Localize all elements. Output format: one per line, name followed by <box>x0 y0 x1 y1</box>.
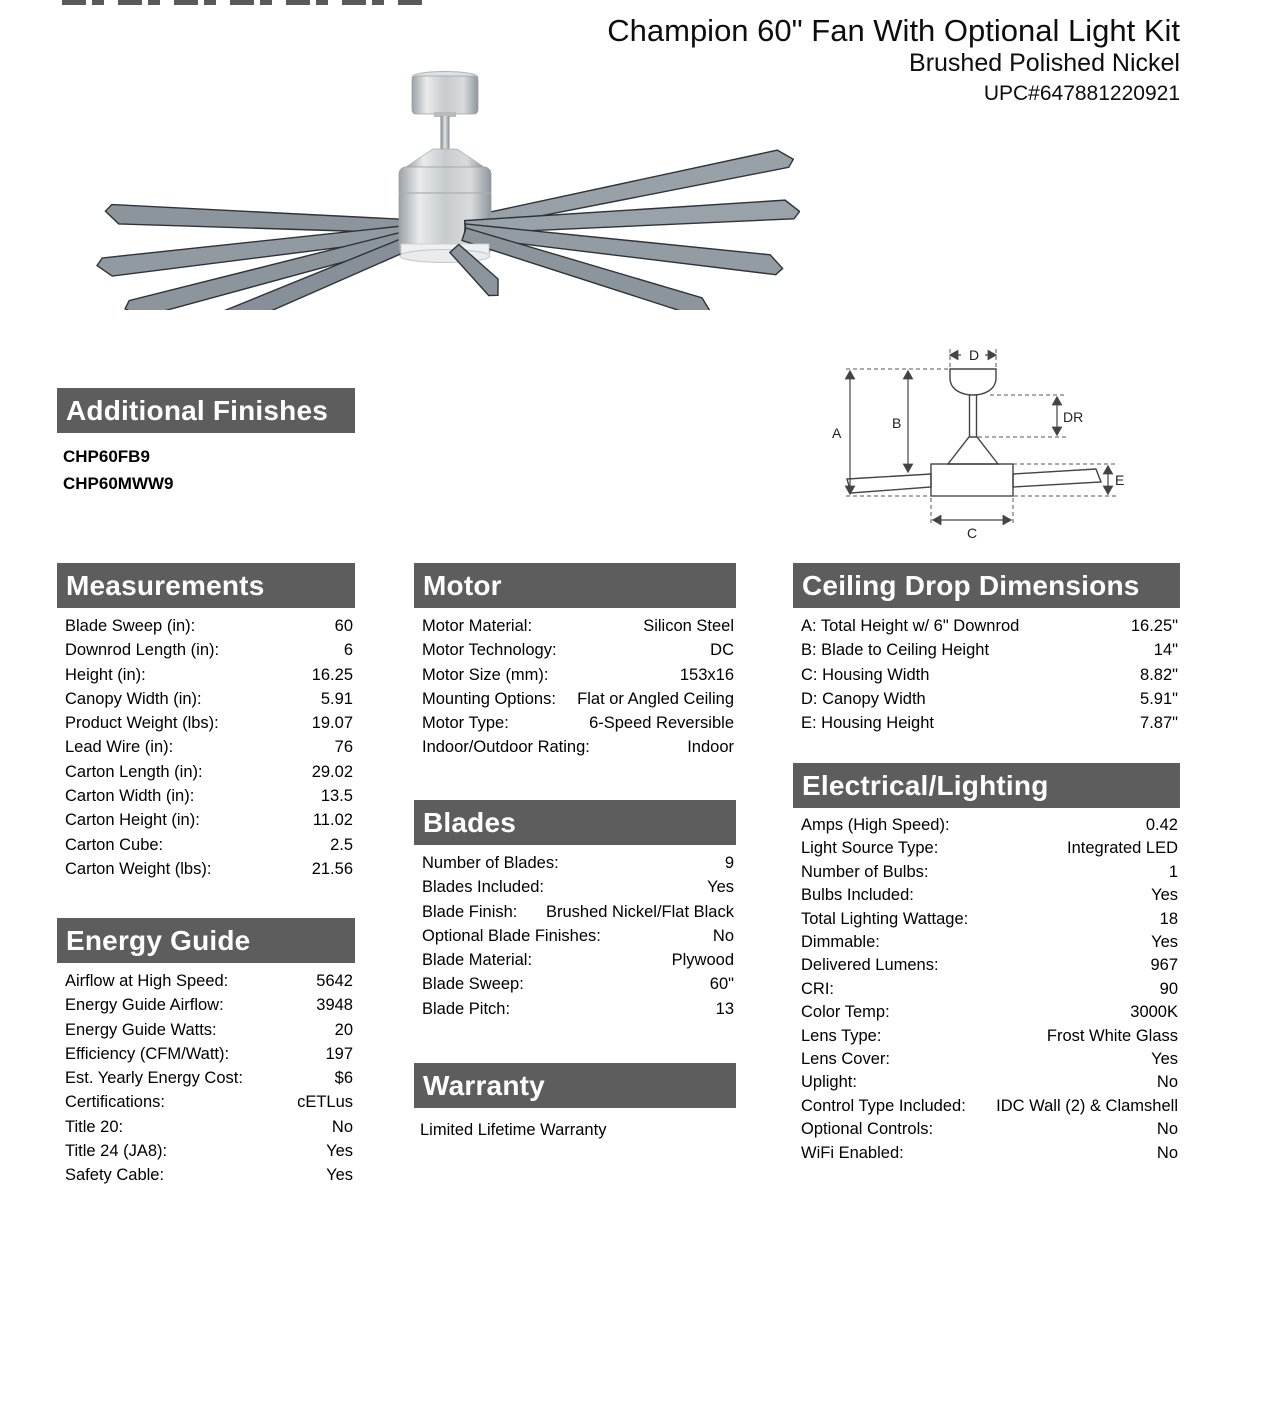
ceiling-drop-section <box>793 563 1180 735</box>
spec-row-label: Color Temp: <box>801 1003 890 1022</box>
spec-row-label: E: Housing Height <box>801 714 934 733</box>
spec-row-label: Lens Cover: <box>801 1050 890 1069</box>
spec-row <box>414 638 736 662</box>
spec-row-label: Dimmable: <box>801 933 880 952</box>
spec-row-label: Certifications: <box>65 1093 165 1112</box>
spec-row <box>57 857 355 881</box>
diagram-cone <box>948 437 998 464</box>
spec-row-label: Light Source Type: <box>801 839 939 858</box>
spec-row-value: Plywood <box>671 951 734 970</box>
spec-row <box>57 969 355 993</box>
spec-row <box>57 1139 355 1163</box>
spec-row-value: DC <box>710 641 734 660</box>
ceiling-drop-rows <box>793 614 1180 735</box>
spec-row-label: Total Lighting Wattage: <box>801 909 969 928</box>
spec-row <box>793 663 1180 687</box>
spec-row-value: Yes <box>326 1166 353 1185</box>
spec-row-value: Flat or Angled Ceiling <box>577 689 734 708</box>
spec-row-value: 13 <box>715 999 734 1018</box>
spec-row-label: Number of Bulbs: <box>801 862 929 881</box>
spec-row <box>57 735 355 759</box>
spec-row-label: Est. Yearly Energy Cost: <box>65 1069 243 1088</box>
spec-row <box>793 931 1180 954</box>
spec-row-label: Mounting Options: <box>422 689 556 708</box>
spec-row <box>57 833 355 857</box>
spec-row-value: No <box>1156 1143 1178 1162</box>
spec-row-value: 5.91" <box>1140 689 1178 708</box>
spec-row <box>414 851 736 875</box>
dimension-diagram <box>820 333 1142 551</box>
spec-row <box>57 614 355 638</box>
section-header-blades: Blades <box>414 800 736 845</box>
product-image <box>40 50 800 310</box>
spec-row-label: Control Type Included: <box>801 1096 966 1115</box>
spec-row <box>414 997 736 1021</box>
spec-row-value: 18 <box>1159 909 1178 928</box>
spec-row-value: Indoor <box>687 738 734 757</box>
spec-row-label: Downrod Length (in): <box>65 641 220 660</box>
spec-row-value: No <box>712 926 734 945</box>
spec-row <box>793 1048 1180 1071</box>
section-header-measurements: Measurements <box>57 563 355 608</box>
spec-row-label: Carton Cube: <box>65 835 164 854</box>
downrod <box>441 116 450 149</box>
spec-row-value: Silicon Steel <box>643 617 734 635</box>
diagram-blade-left <box>847 474 931 493</box>
spec-row-label: Optional Blade Finishes: <box>422 926 601 945</box>
spec-row <box>414 614 736 638</box>
spec-row-label: Lens Type: <box>801 1026 882 1045</box>
spec-row-value: $6 <box>334 1069 353 1088</box>
spec-row <box>57 638 355 662</box>
spec-row <box>793 861 1180 884</box>
spec-row-label: Blades Included: <box>422 878 545 897</box>
diagram-canopy <box>950 369 996 395</box>
spec-row-value: 153x16 <box>679 665 734 684</box>
finish-item: CHP60MWW9 <box>63 474 174 493</box>
spec-row <box>414 663 736 687</box>
spec-row-label: Height (in): <box>65 665 146 684</box>
measurements-section <box>57 563 355 881</box>
spec-row-label: Carton Height (in): <box>65 811 200 830</box>
spec-row-value: 60 <box>334 617 353 635</box>
spec-row-value: Brushed Nickel/Flat Black <box>546 902 734 921</box>
spec-row <box>414 687 736 711</box>
spec-row-value: 16.25" <box>1130 617 1178 635</box>
spec-row-value: 76 <box>334 738 353 757</box>
spec-row-value: IDC Wall (2) & Clamshell <box>996 1096 1178 1115</box>
spec-row-value: 197 <box>325 1044 353 1063</box>
cropped-top-text-fragment <box>62 0 424 5</box>
spec-row-value: 14" <box>1153 641 1178 660</box>
spec-row <box>793 1095 1180 1118</box>
spec-row <box>793 978 1180 1001</box>
spec-row-value: No <box>1156 1073 1178 1092</box>
spec-row <box>414 735 736 759</box>
spec-row-label: Efficiency (CFM/Watt): <box>65 1044 230 1063</box>
spec-row-label: Uplight: <box>801 1073 857 1092</box>
diagram-label-d: D <box>969 347 980 363</box>
diagram-label-e: E <box>1115 472 1125 488</box>
spec-row-value: Yes <box>707 878 734 897</box>
mounting-cone <box>406 149 484 167</box>
spec-row-label: C: Housing Width <box>801 665 930 684</box>
spec-row <box>793 711 1180 735</box>
spec-row <box>57 1066 355 1090</box>
warranty-section <box>414 1063 736 1140</box>
spec-row <box>793 1071 1180 1094</box>
spec-row-value: 967 <box>1150 956 1178 975</box>
diagram-label-b: B <box>892 415 902 431</box>
spec-row-label: A: Total Height w/ 6" Downrod <box>801 617 1020 635</box>
spec-row-value: Yes <box>1151 886 1178 905</box>
diagram-label-a: A <box>832 425 842 441</box>
section-header-additional-finishes: Additional Finishes <box>57 388 355 433</box>
finish-list <box>57 443 355 497</box>
spec-row <box>793 614 1180 638</box>
spec-row-value: No <box>331 1117 353 1136</box>
motor-rows <box>414 614 736 760</box>
spec-row <box>57 1163 355 1187</box>
spec-row-value: 3948 <box>316 996 353 1015</box>
spec-row <box>414 900 736 924</box>
spec-row-value: 60" <box>709 975 734 994</box>
spec-row <box>57 1090 355 1114</box>
spec-row-label: Motor Technology: <box>422 641 557 660</box>
electrical-lighting-section <box>793 763 1180 1165</box>
spec-row <box>793 884 1180 907</box>
page-title: Champion 60" Fan With Optional Light Kit <box>607 13 1180 48</box>
spec-row-label: CRI: <box>801 979 834 998</box>
spec-row <box>57 1042 355 1066</box>
spec-row-label: Carton Width (in): <box>65 787 195 806</box>
spec-row-value: 6-Speed Reversible <box>589 714 734 733</box>
energy-guide-section <box>57 918 355 1188</box>
spec-row-value: 90 <box>1159 979 1178 998</box>
spec-row-value: 20 <box>334 1020 353 1039</box>
spec-row-label: Number of Blades: <box>422 854 559 872</box>
spec-row-label: Motor Material: <box>422 617 533 635</box>
spec-row <box>793 1025 1180 1048</box>
spec-row-label: Bulbs Included: <box>801 886 914 905</box>
spec-row-label: Blade Pitch: <box>422 999 511 1018</box>
canopy <box>412 76 478 114</box>
spec-row-value: Integrated LED <box>1067 839 1178 858</box>
section-header-warranty: Warranty <box>414 1063 736 1108</box>
spec-row <box>414 948 736 972</box>
section-header-energy-guide: Energy Guide <box>57 918 355 963</box>
spec-row <box>793 638 1180 662</box>
spec-row-label: Blade Material: <box>422 951 533 970</box>
spec-row <box>57 808 355 832</box>
spec-row <box>57 1018 355 1042</box>
diagram-blade-right <box>1013 469 1101 487</box>
spec-row-value: No <box>1156 1120 1178 1139</box>
spec-row <box>57 1115 355 1139</box>
spec-row <box>414 924 736 948</box>
spec-row <box>793 1001 1180 1024</box>
spec-row-value: 11.02 <box>312 811 353 830</box>
spec-row-value: 8.82" <box>1140 665 1178 684</box>
spec-row-label: Lead Wire (in): <box>65 738 174 757</box>
spec-row-label: Airflow at High Speed: <box>65 972 229 990</box>
spec-row-value: 1 <box>1168 862 1178 881</box>
spec-row-label: Motor Type: <box>422 714 509 733</box>
spec-row <box>793 908 1180 931</box>
spec-row <box>793 814 1180 837</box>
motor-section <box>414 563 736 760</box>
section-header-electrical-lighting: Electrical/Lighting <box>793 763 1180 808</box>
spec-row <box>57 711 355 735</box>
finish-item: CHP60FB9 <box>63 447 150 466</box>
blades-rows <box>414 851 736 1021</box>
spec-row <box>57 760 355 784</box>
additional-finishes-section <box>57 388 355 497</box>
spec-row-label: Motor Size (mm): <box>422 665 549 684</box>
spec-row-label: Indoor/Outdoor Rating: <box>422 738 590 757</box>
spec-row-value: 13.5 <box>320 787 353 806</box>
spec-row <box>793 687 1180 711</box>
spec-row-label: Blade Sweep: <box>422 975 524 994</box>
electrical-lighting-rows <box>793 814 1180 1165</box>
spec-row-label: Amps (High Speed): <box>801 816 950 834</box>
spec-row-label: Safety Cable: <box>65 1166 165 1185</box>
spec-row <box>57 784 355 808</box>
spec-row-value: Yes <box>1151 933 1178 952</box>
spec-row-value: cETLus <box>297 1093 353 1112</box>
section-header-motor: Motor <box>414 563 736 608</box>
spec-row-value: 19.07 <box>311 714 353 733</box>
spec-row-label: Energy Guide Watts: <box>65 1020 217 1039</box>
diagram-housing <box>931 464 1013 496</box>
spec-row-label: D: Canopy Width <box>801 689 926 708</box>
energy-guide-rows <box>57 969 355 1188</box>
spec-row <box>414 711 736 735</box>
spec-row-value: 5642 <box>316 972 353 990</box>
spec-row-label: Delivered Lumens: <box>801 956 939 975</box>
measurements-rows <box>57 614 355 881</box>
spec-row-value: 3000K <box>1130 1003 1178 1022</box>
finish-subtitle: Brushed Polished Nickel <box>909 49 1180 77</box>
spec-row-value: Yes <box>326 1142 353 1161</box>
spec-row-value: 29.02 <box>311 762 353 781</box>
spec-row <box>57 687 355 711</box>
spec-row <box>793 837 1180 860</box>
spec-row-label: Carton Weight (lbs): <box>65 859 212 878</box>
spec-row-value: 5.91 <box>320 689 353 708</box>
spec-row-label: Optional Controls: <box>801 1120 934 1139</box>
spec-row-value: 7.87" <box>1140 714 1178 733</box>
spec-row-value: 0.42 <box>1145 816 1178 834</box>
spec-row-label: WiFi Enabled: <box>801 1143 904 1162</box>
spec-row-value: Frost White Glass <box>1046 1026 1178 1045</box>
spec-row-value: Yes <box>1151 1050 1178 1069</box>
spec-row-label: Title 20: <box>65 1117 124 1136</box>
spec-row-label: Canopy Width (in): <box>65 689 202 708</box>
spec-row-label: Product Weight (lbs): <box>65 714 219 733</box>
spec-row <box>793 954 1180 977</box>
spec-row-value: 9 <box>724 854 734 872</box>
upc-code: UPC#647881220921 <box>983 82 1180 105</box>
spec-row <box>57 993 355 1017</box>
spec-row <box>414 972 736 996</box>
spec-row-value: 2.5 <box>330 835 353 854</box>
spec-row-value: 16.25 <box>311 665 353 684</box>
spec-row-value: 21.56 <box>311 859 353 878</box>
spec-row-label: Energy Guide Airflow: <box>65 996 224 1015</box>
spec-row-label: Blade Sweep (in): <box>65 617 196 635</box>
spec-row <box>793 1118 1180 1141</box>
spec-row <box>414 875 736 899</box>
spec-row-label: B: Blade to Ceiling Height <box>801 641 990 660</box>
diagram-label-c: C <box>967 525 978 541</box>
warranty-text: Limited Lifetime Warranty <box>420 1121 607 1139</box>
spec-row-label: Blade Finish: <box>422 902 518 921</box>
spec-row <box>793 1142 1180 1165</box>
spec-row <box>57 663 355 687</box>
section-header-ceiling-drop: Ceiling Drop Dimensions <box>793 563 1180 608</box>
diagram-label-dr: DR <box>1063 409 1084 425</box>
spec-row-label: Title 24 (JA8): <box>65 1142 168 1161</box>
spec-row-label: Carton Length (in): <box>65 762 203 781</box>
spec-row-value: 6 <box>343 641 353 660</box>
blades-section <box>414 800 736 1021</box>
